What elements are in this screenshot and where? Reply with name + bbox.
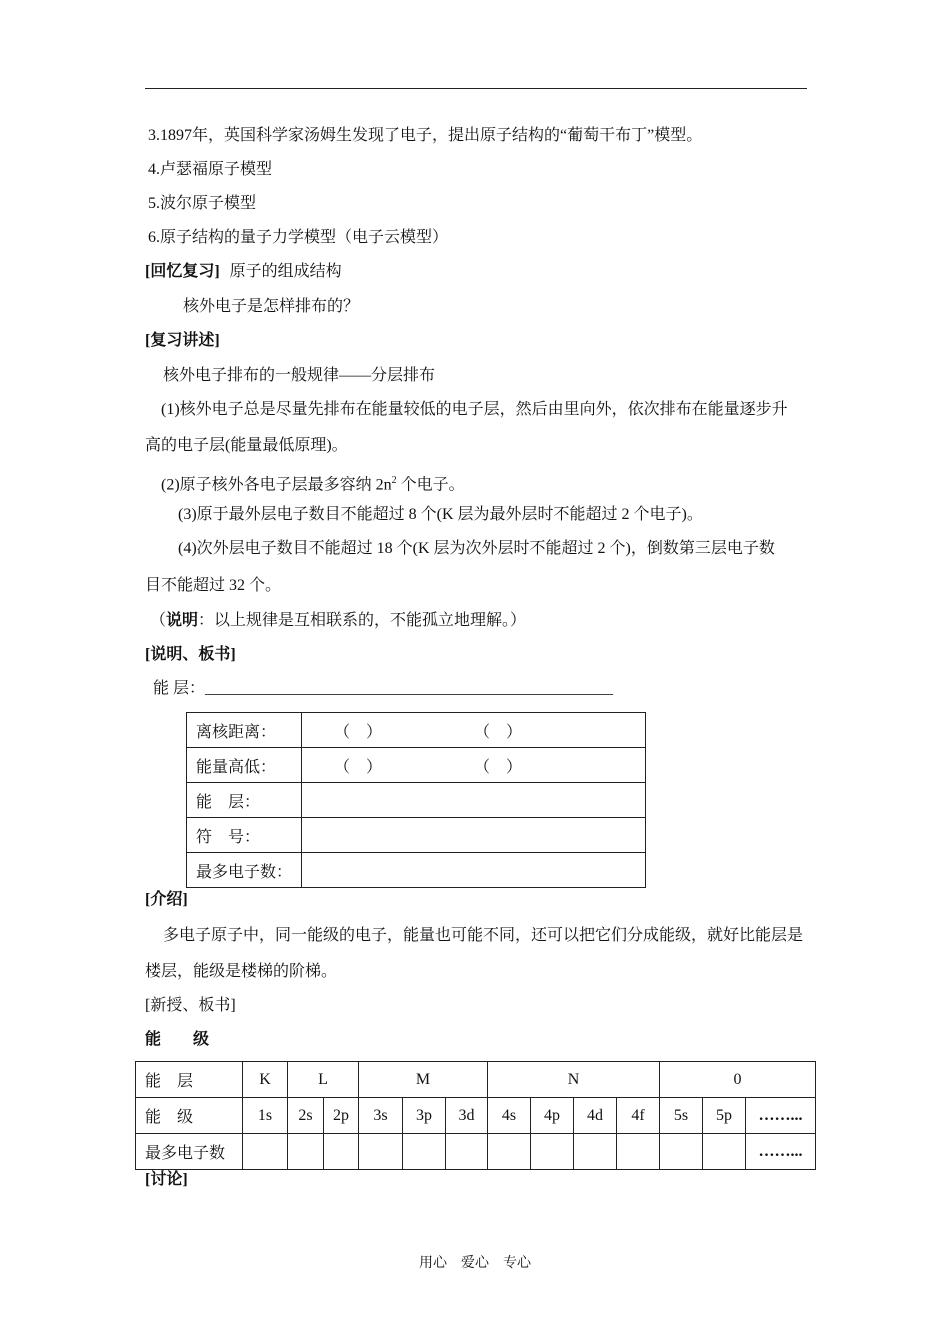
- rule-4a: (4)次外层电子数目不能超过 18 个(K 层为次外层时不能超过 2 个)，倒数第三层电子数: [178, 540, 775, 557]
- table-row: [136, 1062, 816, 1098]
- row-label: 最多电子数：: [187, 853, 302, 888]
- rule-4b: 目不能超过 32 个。: [145, 577, 282, 594]
- empty-cell: [288, 1134, 324, 1170]
- level-cell: 5s: [660, 1098, 703, 1134]
- table-row: [187, 783, 646, 818]
- table-row: [187, 748, 646, 783]
- text-line-quantum: 6.原子结构的量子力学模型（电子云模型）: [148, 229, 449, 246]
- table-row: [187, 853, 646, 888]
- row-value: [302, 748, 646, 783]
- empty-cell: [574, 1134, 617, 1170]
- level-cell: 3p: [403, 1098, 446, 1134]
- text-line-thomson: 3.1897年，英国科学家汤姆生发现了电子，提出原子结构的“葡萄干布丁”模型。: [148, 127, 703, 144]
- blank-paren: （ ）: [474, 724, 523, 741]
- level-cell: 4s: [488, 1098, 531, 1134]
- layer-table: [186, 712, 646, 888]
- level-cell: 4d: [574, 1098, 617, 1134]
- blank-paren: （ ）: [334, 724, 383, 741]
- recall-text: 原子的组成结构: [229, 263, 342, 280]
- level-row-label: 能 级: [136, 1098, 243, 1134]
- table-row: [187, 713, 646, 748]
- row-value: [302, 818, 646, 853]
- row-label: 符 号：: [187, 818, 302, 853]
- level-table: [135, 1061, 816, 1170]
- page-footer: 用心 爱心 专心: [419, 1256, 531, 1271]
- layer-cell: M: [359, 1062, 488, 1098]
- note-rest: ：以上规律是互相联系的，不能孤立地理解。）: [198, 612, 527, 629]
- rule-1a: (1)核外电子总是尽量先排布在能量较低的电子层，然后由里向外，依次排布在能量逐步升: [161, 401, 788, 418]
- rule-2: [161, 471, 465, 495]
- intro-b: 楼层，能级是楼梯的阶梯。: [145, 963, 338, 980]
- level-cell: 4p: [531, 1098, 574, 1134]
- level-cell: 3s: [359, 1098, 403, 1134]
- rule-1b: 高的电子层(能量最低原理)。: [145, 437, 348, 454]
- text-line-bohr: 5.波尔原子模型: [148, 195, 257, 212]
- blank-paren: （ ）: [474, 759, 523, 776]
- empty-cell: [243, 1134, 288, 1170]
- empty-cell: [617, 1134, 660, 1170]
- text-line-rutherford: 4.卢瑟福原子模型: [148, 161, 273, 178]
- rule-2-sup: 2: [391, 475, 397, 486]
- row-label: 离核距离：: [187, 713, 302, 748]
- empty-cell: [403, 1134, 446, 1170]
- recall-tag: [回忆复习]: [145, 263, 220, 280]
- level-cell-ellipsis: ……...: [746, 1098, 816, 1134]
- empty-cell: [660, 1134, 703, 1170]
- level-cell: 5p: [703, 1098, 746, 1134]
- layer-cell: K: [243, 1062, 288, 1098]
- rule-2a: (2)原子核外各电子层最多容纳 2n: [161, 476, 392, 494]
- level-cell: 1s: [243, 1098, 288, 1134]
- row-value: [302, 853, 646, 888]
- layer-cell: L: [288, 1062, 359, 1098]
- energy-layer-line: [153, 679, 613, 699]
- table-row: [136, 1134, 816, 1170]
- level-cell: 2p: [324, 1098, 359, 1134]
- layer-cell: N: [488, 1062, 660, 1098]
- blank-paren: （ ）: [334, 759, 383, 776]
- rule-3: (3)原于最外层电子数目不能超过 8 个(K 层为最外层时不能超过 2 个电子)。: [178, 506, 703, 523]
- rule-2b: 个电子。: [396, 476, 465, 494]
- level-cell: 4f: [617, 1098, 660, 1134]
- empty-cell: [703, 1134, 746, 1170]
- layer-row-label: 能 层: [136, 1062, 243, 1098]
- empty-cell: [324, 1134, 359, 1170]
- empty-cell: [359, 1134, 403, 1170]
- energy-layer-blank: ___________________________________________________: [205, 680, 614, 697]
- empty-cell: [531, 1134, 574, 1170]
- row-value: [302, 713, 646, 748]
- rule-title: 核外电子排布的一般规律——分层排布: [163, 367, 436, 384]
- level-cell: 2s: [288, 1098, 324, 1134]
- explain-tag: [说明、板书]: [145, 646, 236, 663]
- empty-cell: [488, 1134, 531, 1170]
- level-cell: 3d: [446, 1098, 488, 1134]
- recall-line: [145, 262, 342, 282]
- table-row: [187, 818, 646, 853]
- row-label: 能量高低：: [187, 748, 302, 783]
- max-electron-ellipsis: ……...: [746, 1134, 816, 1170]
- table-row: [136, 1098, 816, 1134]
- note-line: [150, 611, 526, 631]
- note-open: （: [150, 612, 167, 629]
- empty-cell: [446, 1134, 488, 1170]
- layer-cell: 0: [660, 1062, 816, 1098]
- question-line: 核外电子是怎样排布的？: [183, 298, 360, 315]
- header-rule: [145, 88, 807, 89]
- level-title: 能 级: [145, 1031, 210, 1048]
- max-electron-row-label: 最多电子数: [136, 1134, 243, 1170]
- newteach-tag: [新授、板书]: [145, 997, 236, 1014]
- note-bold: 说明: [166, 612, 199, 629]
- review-tag: [复习讲述]: [145, 332, 220, 349]
- intro-a: 多电子原子中，同一能级的电子，能量也可能不同，还可以把它们分成能级，就好比能层是: [163, 927, 804, 944]
- discuss-tag: [讨论]: [145, 1171, 188, 1188]
- intro-tag: [介绍]: [145, 891, 188, 908]
- row-value: [302, 783, 646, 818]
- energy-layer-label: 能 层：: [153, 680, 206, 697]
- row-label: 能 层：: [187, 783, 302, 818]
